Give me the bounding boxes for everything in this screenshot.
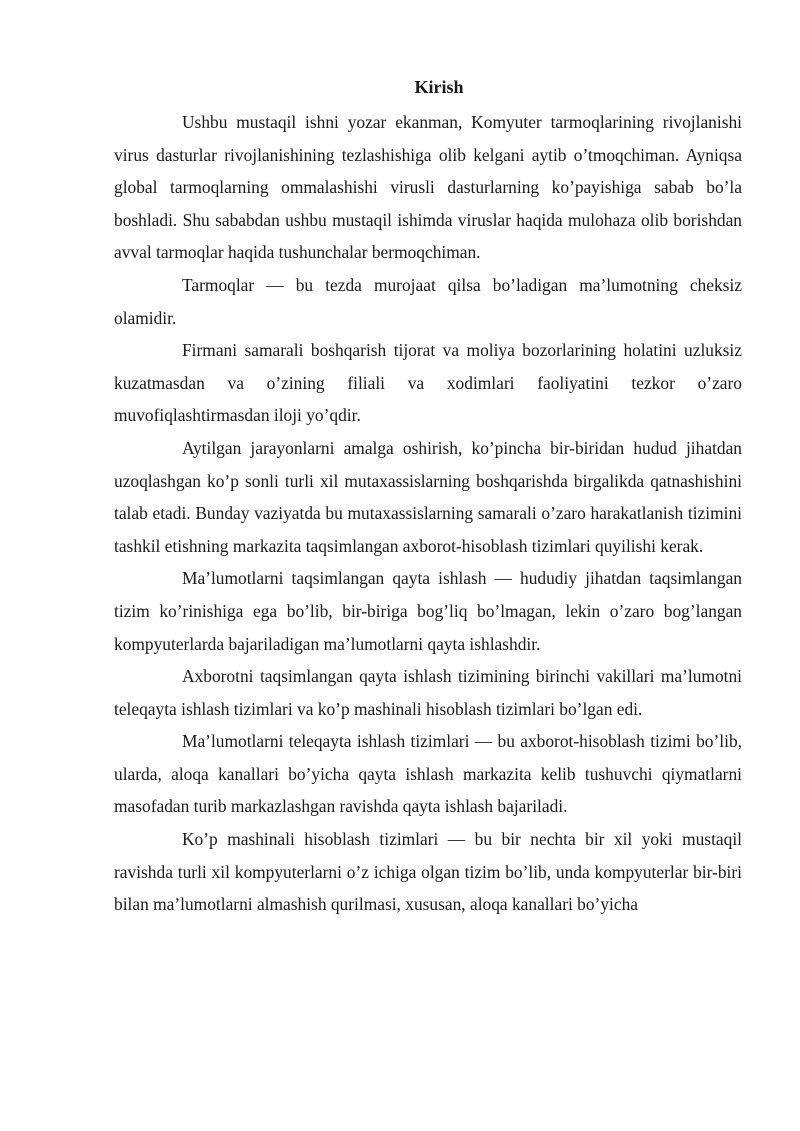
- paragraph-first-representatives: Axborotni taqsimlangan qayta ishlash tizimining birinchi vakillari ma’lumotni teleqayta ishlash tizimlari va ko’p mashinali hisoblash tizimlari bo’lgan edi.: [114, 666, 742, 719]
- paragraph-distributed-processing: Ma’lumotlarni taqsimlangan qayta ishlash — hududiy jihatdan taqsimlangan tizim ko’rinishiga ega bo’lib, bir-biriga bog’liq bo’lmagan, lekin o’zaro bog’langan kompyuterlarda bajariladigan ma’lumotlarni qayta ishlashdir.: [114, 568, 742, 654]
- paragraph-networks: Tarmoqlar — bu tezda murojaat qilsa bo’ladigan ma’lumotning cheksiz olamidir.: [114, 274, 742, 328]
- paragraph-processes: Aytilgan jarayonlarni amalga oshirish, ko’pincha bir-biridan hudud jihatdan uzoqlashgan ko’p sonli turli xil mutaxassislarning boshqarishda birgalikda qatnashishini talab etadi. Bunday vaziyatda bu mutaxassislarning samarali o’zaro harakatlanish tizimini tashkil etishning markazita taqsimlangan axborot-hisoblash tizimlari quyilishi kerak.: [114, 437, 742, 556]
- paragraph-firm-management: Firmani samarali boshqarish tijorat va moliya bozorlarining holatini uzluksiz kuzatmasdan va o’zining filiali va xodimlari faoliyatini tezkor o’zaro muvofiqlashtirmasdan iloji yo’qdir.: [114, 340, 742, 426]
- paragraph-teleprocessing: Ma’lumotlarni teleqayta ishlash tizimlari — bu axborot-hisoblash tizimi bo’lib, ularda, aloqa kanallari bo’yicha qayta ishlash markazita kelib tushuvchi qiymatlarni masofadan turib markazlashgan ravishda qayta ishlash bajariladi.: [114, 731, 742, 817]
- page-title: Kirish: [414, 77, 464, 97]
- document-page: [114, 76, 742, 921]
- paragraph-intro: Ushbu mustaqil ishni yozar ekanman, Komyuter tarmoqlarining rivojlanishi virus dasturlar rivojlanishining tezlashishiga olib kelgani aytib o’tmoqchiman. Ayniqsa global tarmoqlarning ommalashishi virusli dasturlarning ko’payishiga sabab bo’la boshladi. Shu sababdan ushbu mustaqil ishimda viruslar haqida mulohaza olib borishdan avval tarmoqlar haqida tushunchalar bermoqchiman.: [114, 112, 742, 263]
- paragraph-multimachine: Ko’p mashinali hisoblash tizimlari — bu bir nechta bir xil yoki mustaqil ravishda turli xil kompyuterlarni o’z ichiga olgan tizim bo’lib, unda kompyuterlar bir-biri bilan ma’lumotlarni almashish qurilmasi, xususan, aloqa kanallari bo’yicha: [114, 829, 742, 915]
